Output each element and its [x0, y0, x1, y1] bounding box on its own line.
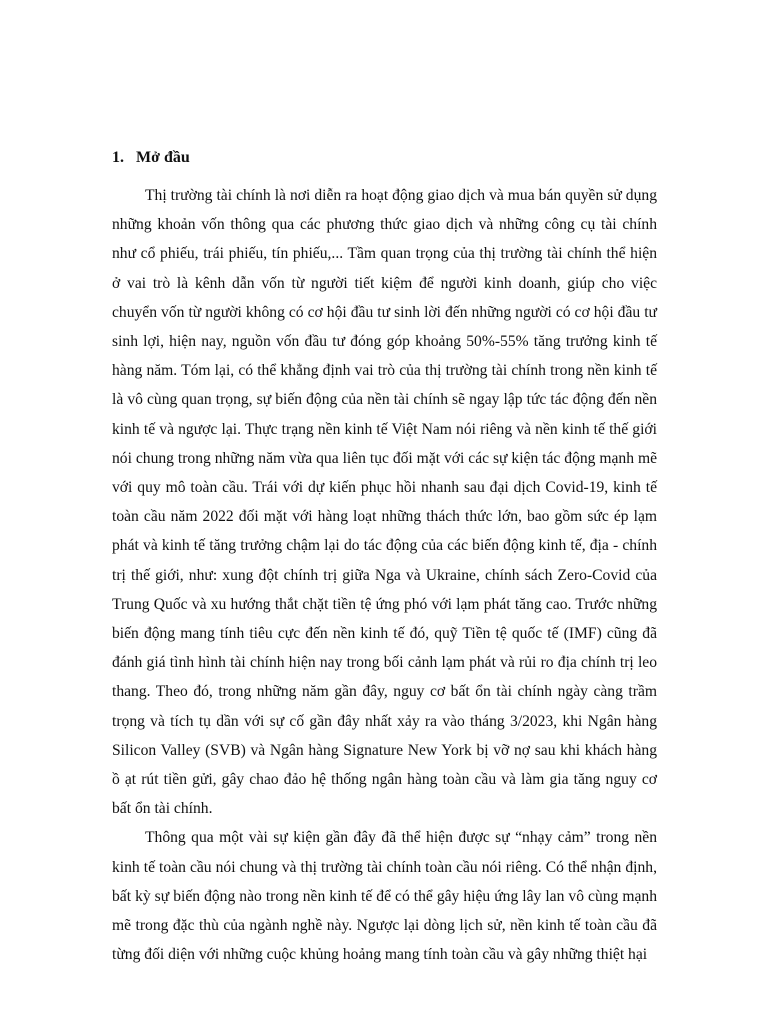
paragraph-2: Thông qua một vài sự kiện gần đây đã thể hiện được sự “nhạy cảm” trong nền kinh tế toàn cầu nói chung và thị trường tài chính toàn cầu nói riêng. Có thể nhận định, bất kỳ sự biến động nào trong nền kinh tế để có thể gây hiệu ứng lây lan vô cùng mạnh mẽ trong đặc thù của ngành nghề này. Ngược lại dòng lịch sử, nền kinh tế toàn cầu đã từng đối diện với những cuộc khủng hoảng mang tính toàn cầu và gây những thiệt hại	[112, 829, 657, 964]
section-number: 1.	[112, 149, 124, 166]
section-heading	[112, 146, 190, 170]
section-title: Mở đầu	[136, 149, 190, 166]
body-text	[112, 181, 657, 969]
paragraph-1: Thị trường tài chính là nơi diễn ra hoạt động giao dịch và mua bán quyền sử dụng những khoản vốn thông qua các phương thức giao dịch và những công cụ tài chính như cổ phiếu, trái phiếu, tín phiếu,... Tầm quan trọng của thị trường tài chính thể hiện ở vai trò là kênh dẫn vốn từ người tiết kiệm để người kinh doanh, giúp cho việc chuyển vốn từ người không có cơ hội đầu tư sinh lời đến những người có cơ hội đầu tư sinh lợi, hiện nay, nguồn vốn đầu tư đóng góp khoảng 50%-55% tăng trưởng kinh tế hàng năm. Tóm lại, có thể khẳng định vai trò của thị trường tài chính trong nền kinh tế là vô cùng quan trọng, sự biến động của nền tài chính sẽ ngay lập tức tác động đến nền kinh tế và ngược lại. Thực trạng nền kinh tế Việt Nam nói riêng và nền kinh tế thế giới nói chung trong những năm vừa qua liên tục đối mặt với các sự kiện tác động mạnh mẽ với quy mô toàn cầu. Trái với dự kiến phục hồi nhanh sau đại dịch Covid-19, kinh tế toàn cầu năm 2022 đối mặt với hàng loạt những thách thức lớn, bao gồm sức ép lạm phát và kinh tế tăng trưởng chậm lại do tác động của các biến động kinh tế, địa - chính trị thế giới, như: xung đột chính trị giữa Nga và Ukraine, chính sách Zero-Covid của Trung Quốc và xu hướng thắt chặt tiền tệ ứng phó với lạm phát tăng cao. Trước những biến động mang tính tiêu cực đến nền kinh tế đó, quỹ Tiền tệ quốc tế (IMF) cũng đã đánh giá tình hình tài chính hiện nay trong bối cảnh lạm phát và rủi ro địa chính trị leo thang. Theo đó, trong những năm gần đây, nguy cơ bất ổn tài chính ngày càng trầm trọng và tích tụ dần với sự cố gần đây nhất xảy ra vào tháng 3/2023, khi Ngân hàng Silicon Valley (SVB) và Ngân hàng Signature New York bị vỡ nợ sau khi khách hàng ồ ạt rút tiền gửi, gây chao đảo hệ thống ngân hàng toàn cầu và làm gia tăng nguy cơ bất ổn tài chính.	[112, 187, 657, 818]
